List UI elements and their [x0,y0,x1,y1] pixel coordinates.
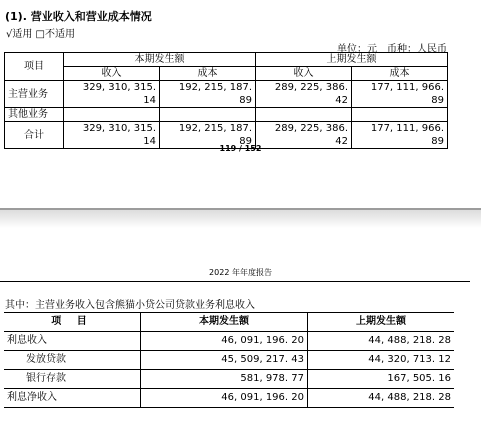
current-cost-cell: 192, 215, 187. 89 [160,81,256,108]
prior-income-cell [256,108,352,122]
current-cost-cell: 192, 215, 187. 89 [160,122,256,149]
current-cell: 46, 091, 196. 20 [141,332,308,351]
table-row [4,389,454,408]
current-cost-header: 成本 [160,67,256,81]
current-cell: 45, 509, 217. 43 [141,351,308,370]
row-item: 发放贷款 [4,351,141,370]
page-gap-edge [0,208,481,210]
prior-period-header: 上期发生额 [308,313,455,332]
current-income-cell: 329, 310, 315. 14 [64,81,160,108]
prior-cost-header: 成本 [352,67,448,81]
prior-income-header: 收入 [256,67,352,81]
table-row [5,81,448,108]
prior-cell: 167, 505. 16 [308,370,455,389]
prior-income-cell: 289, 225, 386. 42 [256,122,352,149]
page-gap [0,208,481,228]
section-title: (1). 营业收入和营业成本情况 [5,10,152,23]
current-income-cell [64,108,160,122]
revenue-cost-table [4,52,448,149]
item-header: 项目 [5,53,64,81]
prior-income-cell: 289, 225, 386. 42 [256,81,352,108]
prior-cost-cell: 177, 111, 966. 89 [352,81,448,108]
current-cell: 581, 978. 77 [141,370,308,389]
report-header: 2022 年年度报告 [209,268,272,277]
row-item: 合计 [5,122,64,149]
item-header: 项 目 [4,313,141,332]
table-row [4,370,454,389]
prior-cost-cell: 177, 111, 966. 89 [352,122,448,149]
prior-cell: 44, 488, 218. 28 [308,332,455,351]
current-income-cell: 329, 310, 315. 14 [64,122,160,149]
prior-cost-cell [352,108,448,122]
row-item: 利息净收入 [4,389,141,408]
row-item: 利息收入 [4,332,141,351]
prior-cell: 44, 488, 218. 28 [308,389,455,408]
table-row [4,351,454,370]
table-row [5,108,448,122]
current-income-header: 收入 [64,67,160,81]
applicable-checkbox-line: √适用 □不适用 [6,29,75,40]
prior-period-header: 上期发生额 [256,53,448,67]
row-item: 其他业务 [5,108,64,122]
header-rule [0,281,470,282]
current-cell: 46, 091, 196. 20 [141,389,308,408]
current-period-header: 本期发生额 [141,313,308,332]
interest-income-table [4,312,454,408]
page-number: 119 / 152 [219,144,262,153]
prior-cell: 44, 320, 713. 12 [308,351,455,370]
row-item: 银行存款 [4,370,141,389]
current-cost-cell [160,108,256,122]
current-period-header: 本期发生额 [64,53,256,67]
interest-note: 其中：主营业务收入包含熊猫小贷公司贷款业务利息收入 [5,300,255,311]
row-item: 主营业务 [5,81,64,108]
table-row [4,332,454,351]
unit-currency-line: 单位：元 币种：人民币 [337,44,447,55]
